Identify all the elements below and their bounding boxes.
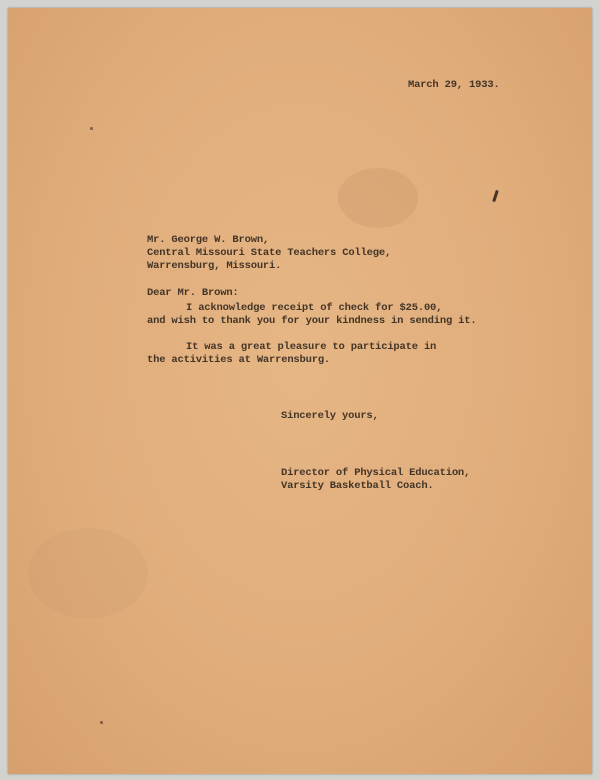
body-paragraph-1-line-2: and wish to thank you for your kindness in sending it. [147, 315, 477, 327]
paper-stain [28, 528, 148, 618]
recipient-city: Warrensburg, Missouri. [147, 260, 282, 272]
letter-page [8, 8, 592, 774]
body-paragraph-2-line-2: the activities at Warrensburg. [147, 354, 331, 366]
ink-dot [100, 721, 103, 724]
salutation: Dear Mr. Brown: [147, 287, 239, 299]
signature-role: Varsity Basketball Coach. [281, 480, 434, 492]
body-paragraph-2-line-1: It was a great pleasure to participate in [186, 341, 437, 353]
recipient-institution: Central Missouri State Teachers College, [147, 247, 392, 259]
ink-dot [90, 127, 93, 130]
recipient-name: Mr. George W. Brown, [147, 234, 270, 246]
signature-title: Director of Physical Education, [281, 467, 471, 479]
letter-date: March 29, 1933. [408, 79, 500, 91]
ink-mark [492, 190, 499, 202]
body-paragraph-1-line-1: I acknowledge receipt of check for $25.00, [186, 302, 443, 314]
closing: Sincerely yours, [281, 410, 379, 422]
paper-stain [338, 168, 418, 228]
